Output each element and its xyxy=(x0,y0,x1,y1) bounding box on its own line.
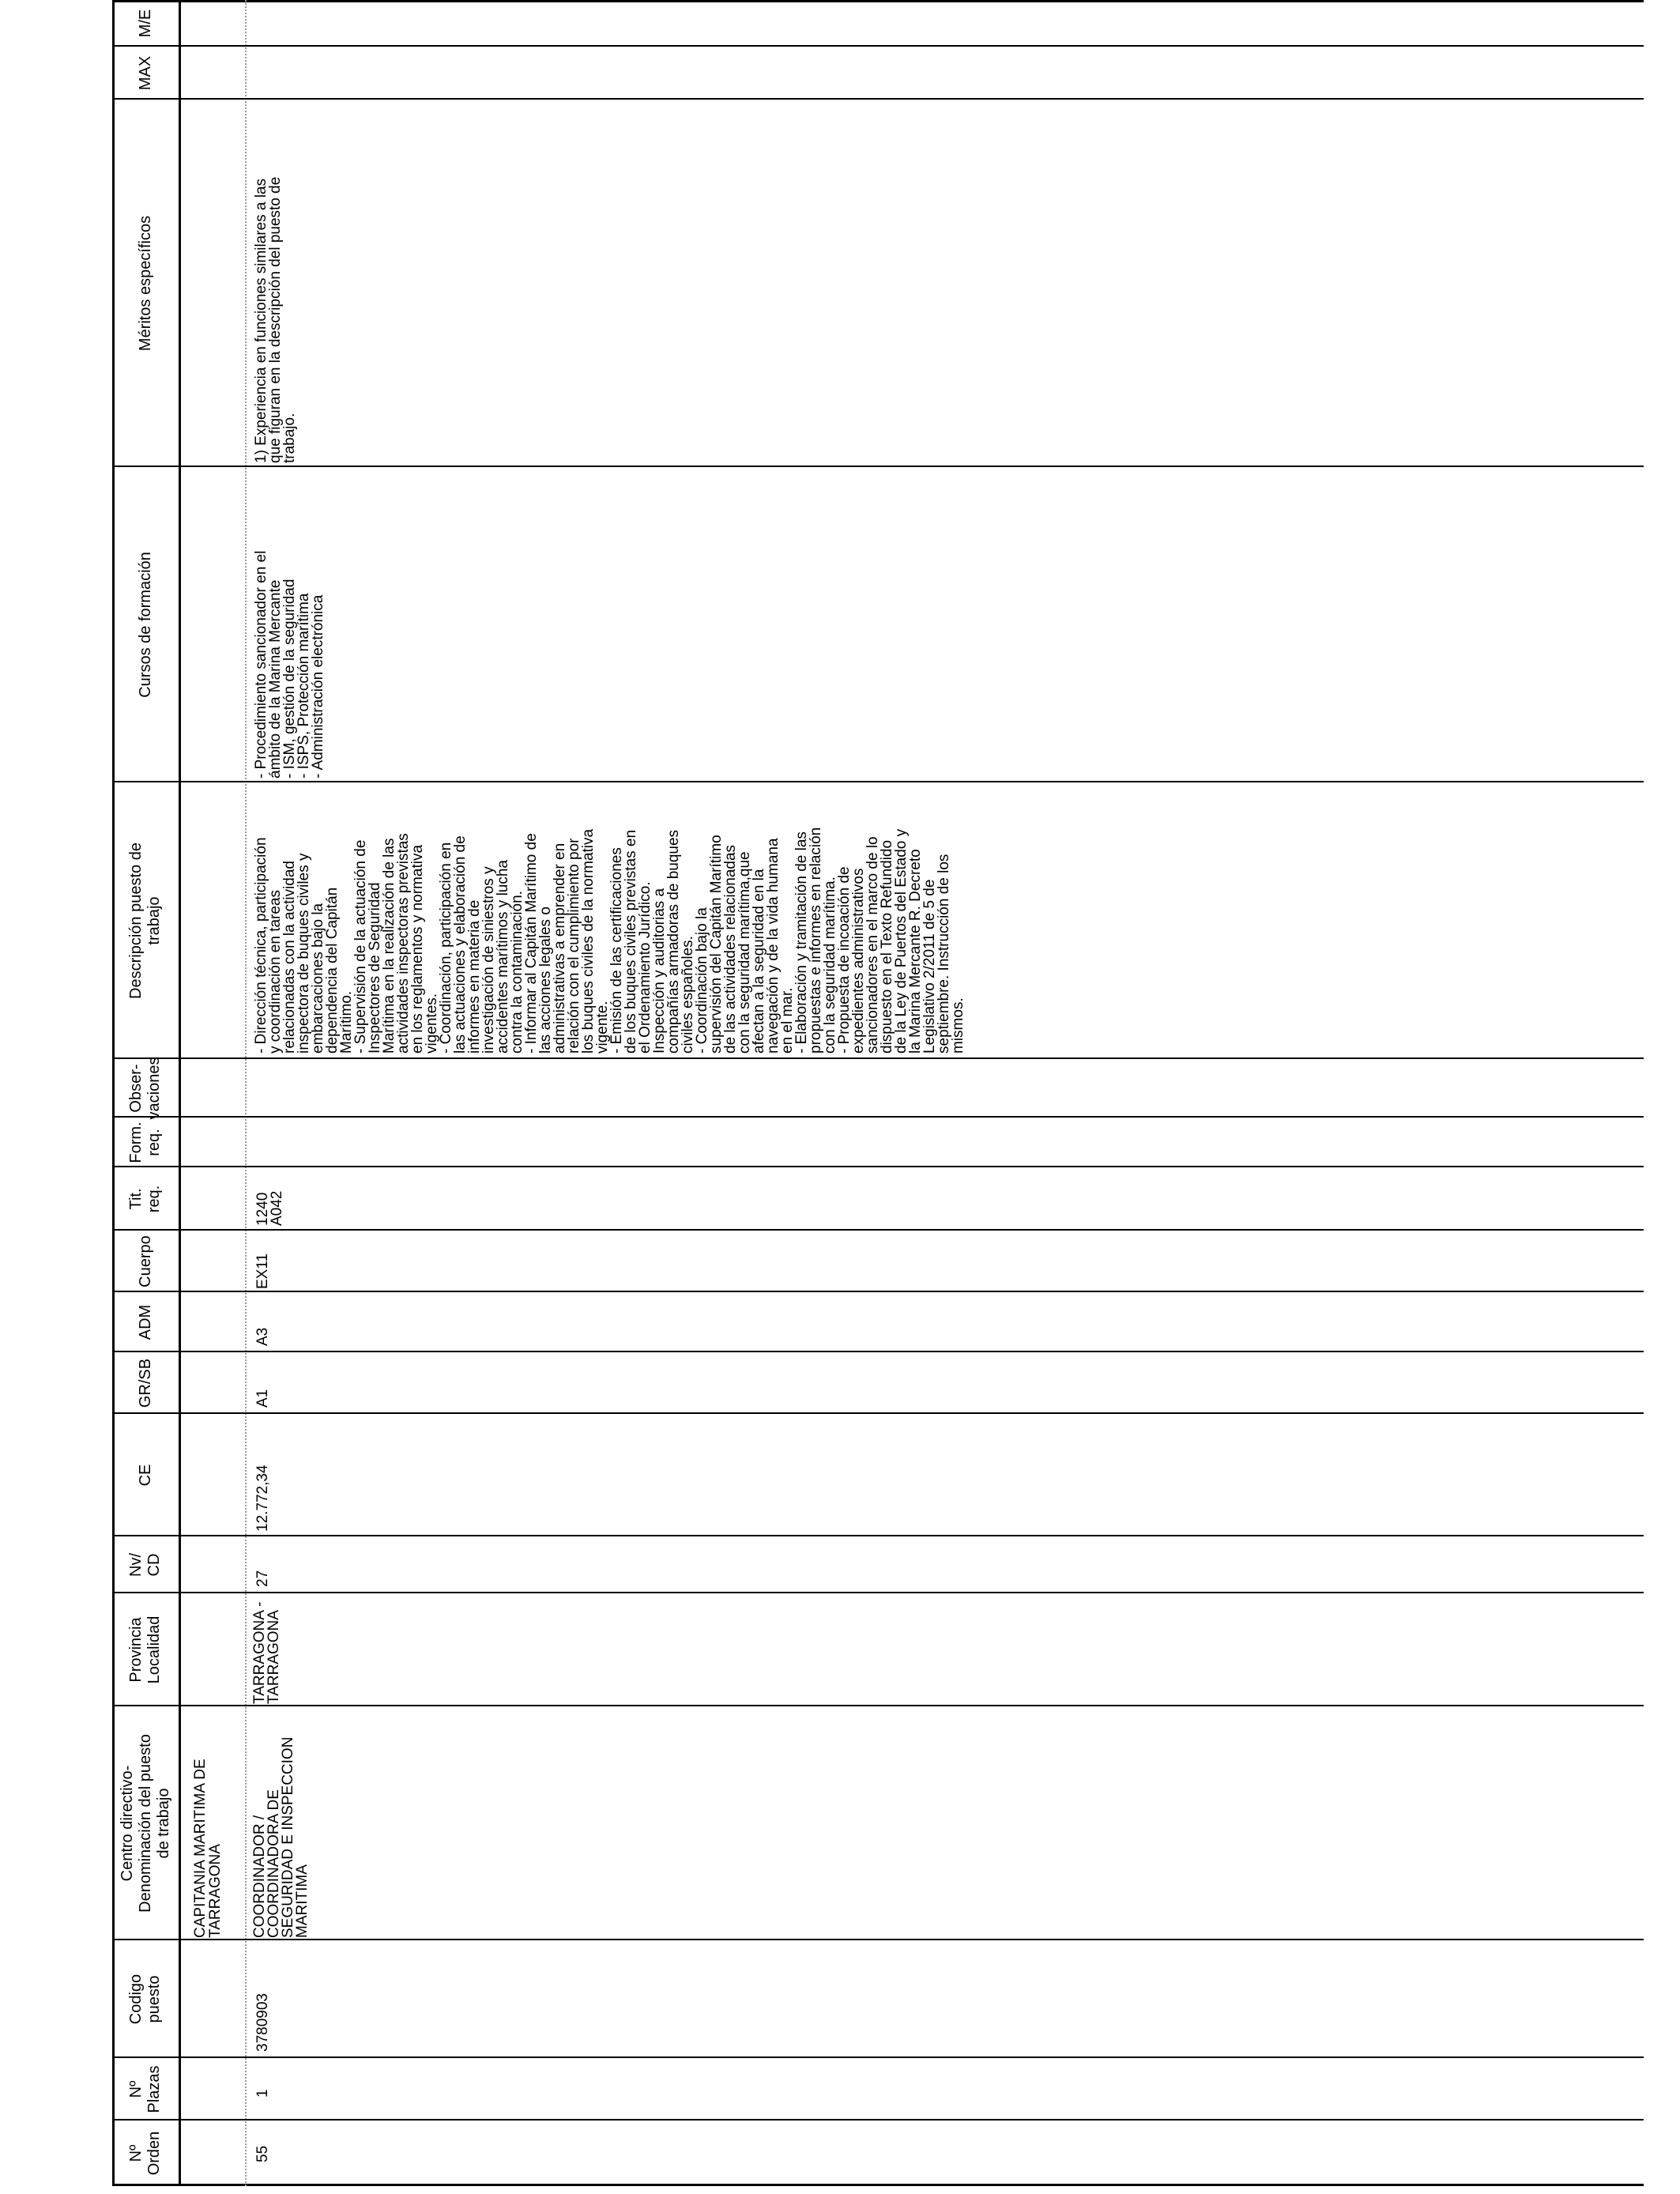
header-tit: Tit. req. xyxy=(127,1185,163,1213)
group-centro-label: CAPITANIA MARITIMA DE TARRAGONA xyxy=(192,1759,224,1938)
header-max: MAX xyxy=(136,55,154,91)
row-ce: 12.772,34 xyxy=(254,1465,271,1532)
row-provincia: TARRAGONA - TARRAGONA xyxy=(251,1601,282,1704)
col-rule xyxy=(112,466,1644,467)
header-plazas: Nº Plazas xyxy=(127,2065,163,2113)
row-cuerpo: EX11 xyxy=(254,1253,271,1289)
header-codigo: Codigo puesto xyxy=(127,1973,163,2025)
rotated-table xyxy=(112,0,1644,2186)
header-orden: Nº Orden xyxy=(127,2131,163,2176)
header-ce: CE xyxy=(136,1464,154,1487)
col-rule xyxy=(112,98,1644,100)
group-rule xyxy=(245,0,247,2186)
header-grsb: GR/SB xyxy=(136,1358,154,1408)
row-nivel: 27 xyxy=(254,1570,271,1587)
row-plazas: 1 xyxy=(254,2089,271,2098)
col-rule xyxy=(112,781,1644,782)
col-rule xyxy=(112,1291,1644,1292)
col-rule xyxy=(112,1535,1644,1536)
header-me: M/E xyxy=(136,9,154,38)
row-tit: 1240 A042 xyxy=(254,1190,285,1226)
header-cuerpo: Cuerpo xyxy=(136,1235,154,1287)
col-rule xyxy=(112,1057,1644,1059)
col-rule xyxy=(112,1351,1644,1352)
header-adm: ADM xyxy=(136,1304,154,1340)
col-rule xyxy=(112,1166,1644,1167)
col-rule xyxy=(112,1939,1644,1940)
header-form: Form. req. xyxy=(127,1122,163,1163)
col-rule xyxy=(112,1705,1644,1706)
header-descripcion: Descripción puesto de trabajo xyxy=(127,843,163,999)
header-provincia: Provincia Localidad xyxy=(127,1615,163,1684)
row-codigo: 3780903 xyxy=(254,1993,271,2052)
table-border xyxy=(112,0,1644,2186)
col-rule xyxy=(112,2119,1644,2120)
col-rule xyxy=(112,45,1644,47)
col-rule xyxy=(112,1592,1644,1593)
header-cursos: Cursos de formación xyxy=(136,552,154,698)
header-rule xyxy=(179,0,181,2186)
header-obs: Obser- vaciones xyxy=(127,1057,163,1120)
row-centro: COORDINADOR / COORDINADORA DE SEGURIDAD E INSPECCION MARITIMA xyxy=(251,1736,311,1938)
col-rule xyxy=(112,1116,1644,1118)
col-rule xyxy=(112,2056,1644,2058)
header-nivel: Nv/ CD xyxy=(127,1553,163,1577)
row-meritos: 1) Experiencia en funciones similares a las que figuran en la descripción del puesto de trabajo. xyxy=(253,176,298,463)
row-grsb: A1 xyxy=(254,1389,271,1408)
row-descripcion: - Dirección técnica, participación y coordinación en tareas relacionadas con la actividad inspectora de buques civiles y embarcaciones bajo la dependencia del Capitán Marítimo. - Supervisión de la actuación de Inspectores de Seguridad Marítima en la realización de las actividades inspectoras previstas en los reglamentos y normativa vigentes. - Coordinación, participación en las actuaciones y elaboración de informes en materia de investigación de siniestros y accidentes marítimos y lucha contra la contaminación. - Informar al Capitán Marítimo de las acciones legales o administrativas a emprender en relación con el cumplimiento por los buques civiles de la normativa vigente. - Emisión de las certificaciones de los buques civiles previstas en el Ordenamiento Jurídico. Inspección y auditorias a compañías armadoras de buques civiles españoles. - Coordinación bajo la supervisión del Capitán Marítimo de las actividades relacionadas con la seguridad marítima,que afectan a la seguridad en la navegación y de la vida humana en el mar. - Elaboración y tramitación de las propuestas e informes en relación con la seguridad marítima. - Propuesta de incoación de expedientes administrativos sancionadores en el marco de lo dispuesto en el Texto Refundido de la Ley de Puertos del Estado y la Marina Mercante R. Decreto Legislativo 2/2011 de 5 de septiembre. Instrucción de los mismos. xyxy=(253,827,966,1054)
col-rule xyxy=(112,1412,1644,1414)
row-cursos: - Procedimiento sancionador en el ámbito de la Marina Mercante - ISM, gestión de la seguridad - ISPS, Protección marítima - Administración electrónica xyxy=(253,550,326,778)
header-centro: Centro directivo- Denominación del puesto de trabajo xyxy=(118,1734,172,1913)
row-adm: A3 xyxy=(254,1327,271,1346)
row-orden: 55 xyxy=(254,2145,271,2162)
header-meritos: Méritos específicos xyxy=(136,215,154,352)
col-rule xyxy=(112,1229,1644,1231)
